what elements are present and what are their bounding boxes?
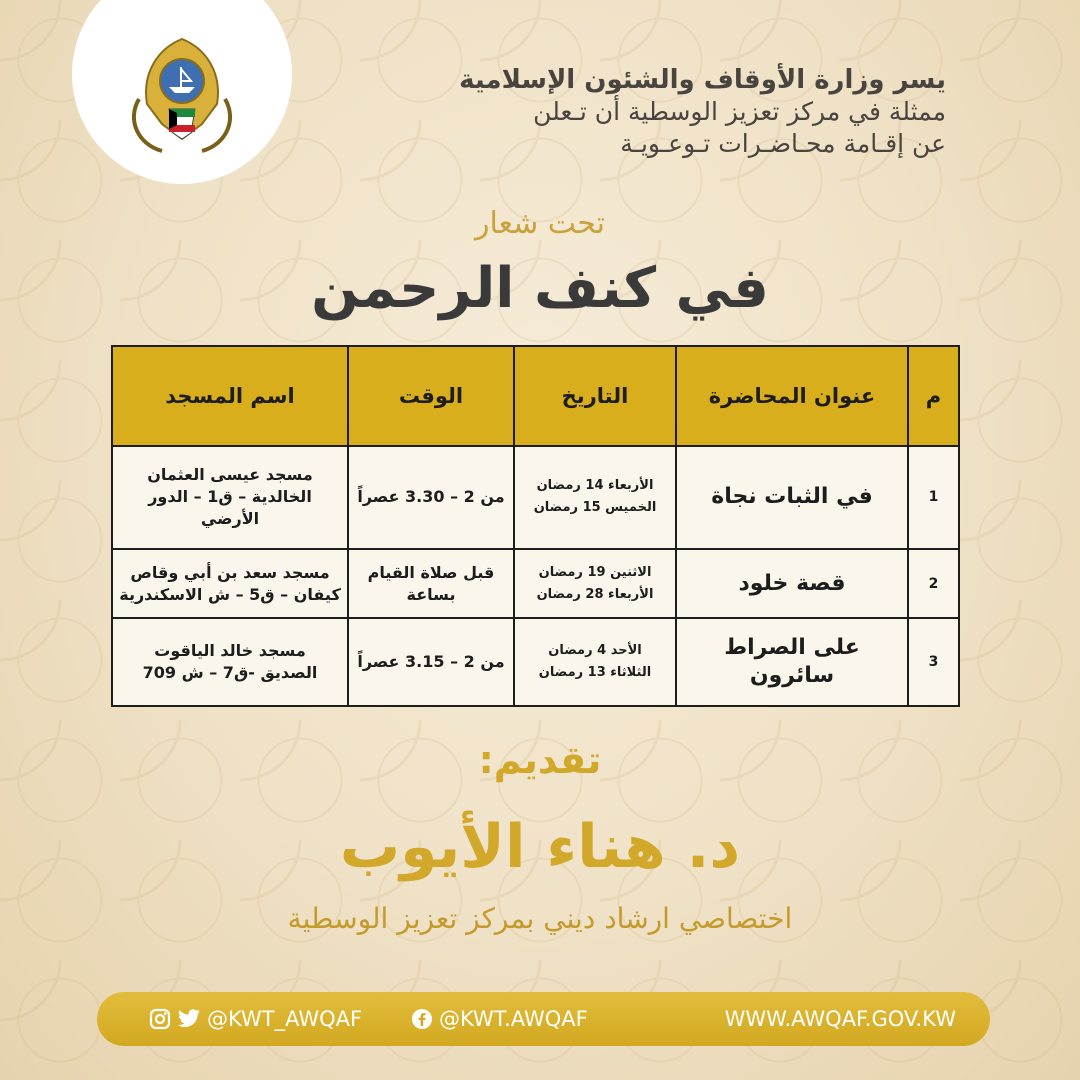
row-time xyxy=(348,446,514,549)
row-date-1: الأحد 4 رمضان xyxy=(548,643,642,659)
row-dates xyxy=(514,618,676,706)
header-time: الوقت xyxy=(348,346,514,446)
website-url: WWW.AWQAF.GOV.KW xyxy=(724,1007,956,1031)
tagline: تحت شعار xyxy=(475,206,605,241)
row-title: قصة خلود xyxy=(676,549,908,619)
row-date-1: الأربعاء 14 رمضان xyxy=(536,478,654,494)
row-time-1: من 2 – 3.15 عصراً xyxy=(357,652,505,672)
facebook-link[interactable] xyxy=(411,992,588,1046)
header-line-1: يسر وزارة الأوقاف والشئون الإسلامية xyxy=(459,65,946,95)
row-time-2: بساعة xyxy=(406,584,456,604)
row-time xyxy=(348,549,514,619)
row-mosque-2: الخالدية – ق1 – الدور الأرضي xyxy=(148,487,312,529)
row-num: 3 xyxy=(908,618,959,706)
row-title: على الصراط سائرون xyxy=(676,618,908,706)
kuwait-emblem-icon xyxy=(117,29,247,159)
table-header-row xyxy=(112,346,959,446)
logo-badge xyxy=(72,0,292,184)
header-mosque: اسم المسجد xyxy=(112,346,348,446)
header-num: م xyxy=(908,346,959,446)
row-date-2: الخميس 15 رمضان xyxy=(533,500,657,516)
row-date-1: الاثنين 19 رمضان xyxy=(538,564,652,580)
row-dates xyxy=(514,549,676,619)
row-mosque-1: مسجد عيسى العثمان xyxy=(147,465,313,485)
announcement-header xyxy=(326,64,946,160)
row-mosque-1: مسجد سعد بن أبي وقاص xyxy=(130,562,330,582)
table-row xyxy=(112,446,959,549)
table-row xyxy=(112,618,959,706)
social-handle: @KWT_AWQAF xyxy=(207,1007,363,1031)
facebook-icon[interactable] xyxy=(411,1008,433,1030)
row-num: 1 xyxy=(908,446,959,549)
row-mosque-2: كيفان – ق5 – ش الاسكندرية xyxy=(119,584,341,604)
presenter-label: تقديم: xyxy=(478,738,602,782)
row-date-2: الأربعاء 28 رمضان xyxy=(536,586,654,602)
header-line-3: عن إقـامة محـاضـرات تـوعـويـة xyxy=(620,129,946,158)
presenter-role: اختصاصي ارشاد ديني بمركز تعزيز الوسطية xyxy=(287,902,793,935)
row-date-2: الثلاثاء 13 رمضان xyxy=(538,665,652,681)
header-date: التاريخ xyxy=(514,346,676,446)
row-time xyxy=(348,618,514,706)
lecture-schedule-table xyxy=(111,345,960,707)
row-title: في الثبات نجاة xyxy=(676,446,908,549)
footer-bar xyxy=(97,992,990,1046)
header-line-2: ممثلة في مركز تعزيز الوسطية أن تـعلن xyxy=(533,97,946,126)
row-mosque-2: الصديق -ق7 – ش 709 xyxy=(142,663,318,683)
website-link[interactable] xyxy=(725,992,956,1046)
header-title: عنوان المحاضرة xyxy=(676,346,908,446)
row-time-1: قبل صلاة القيام xyxy=(367,562,495,582)
facebook-handle: @KWT.AWQAF xyxy=(439,1007,588,1031)
row-mosque xyxy=(112,446,348,549)
row-mosque-1: مسجد خالد الياقوت xyxy=(154,641,306,661)
twitter-icon[interactable] xyxy=(177,1009,201,1029)
social-link[interactable] xyxy=(149,992,362,1046)
row-mosque xyxy=(112,618,348,706)
instagram-icon[interactable] xyxy=(149,1008,171,1030)
presenter-name: د. هناء الأيوب xyxy=(339,812,741,882)
row-mosque xyxy=(112,549,348,619)
row-num: 2 xyxy=(908,549,959,619)
row-dates xyxy=(514,446,676,549)
slogan-title: في كنف الرحمن xyxy=(311,256,769,321)
row-time-1: من 2 – 3.30 عصراً xyxy=(357,487,505,507)
table-row xyxy=(112,549,959,619)
